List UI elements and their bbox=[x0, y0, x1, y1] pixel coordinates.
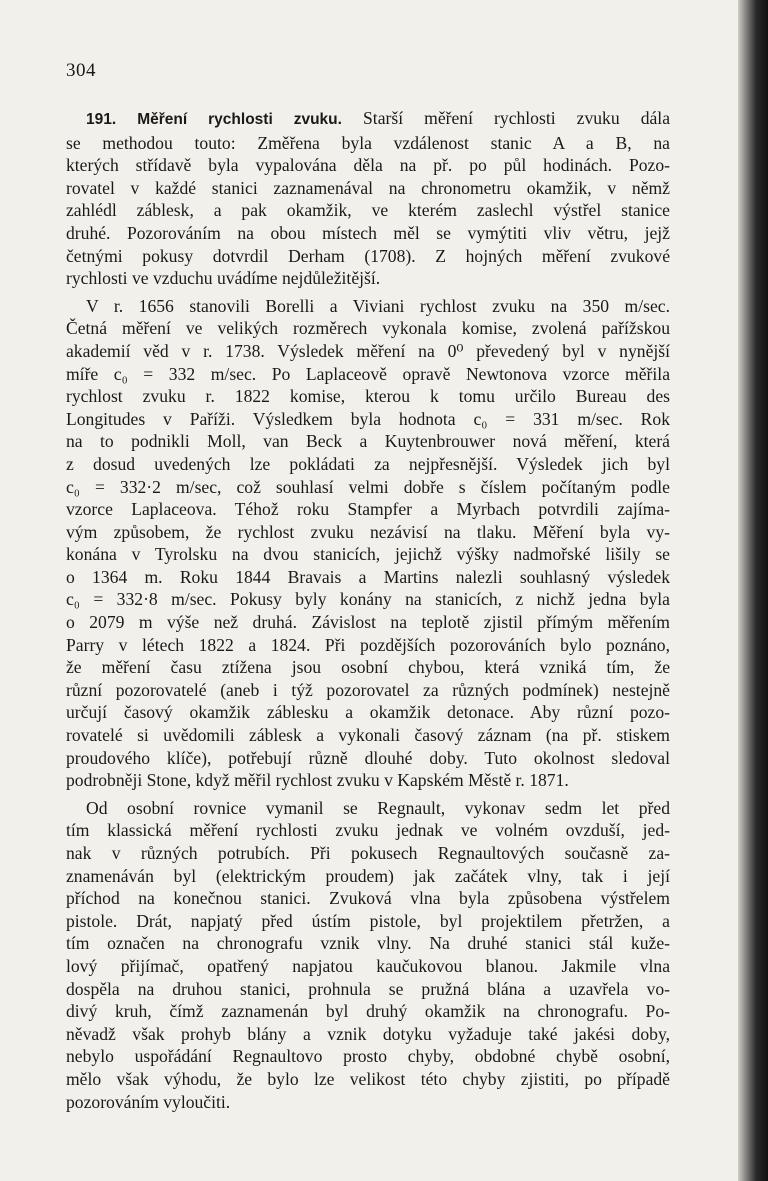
text-line: něvadž však prohyb blány a vznik dotyku vyžaduje také jakési doby, bbox=[66, 1023, 670, 1044]
text-line: tím označen na chronografu vznik vlny. Na druhé stanici stál kuže- bbox=[66, 933, 670, 954]
text-line: nak v různých potrubích. Při pokusech Regnaultových současně za- bbox=[66, 843, 670, 863]
text-line: podrobněji Stone, když měřil rychlost zvuku v Kapském Městě r. 1871. bbox=[66, 770, 569, 791]
text-line: četnými pokusy dotvrdil Derham (1708). Z hojných měření zvukové bbox=[66, 245, 670, 266]
text-line: vým způsobem, že rychlost zvuku nezávisí na tlaku. Měření byla vy- bbox=[66, 521, 670, 542]
text-line: určují časový okamžik záblesku a okamžik detonace. Aby různí pozo- bbox=[66, 702, 670, 723]
text-line: Od osobní rovnice vymanil se Regnault, vykonav sedm let před bbox=[86, 797, 670, 818]
text-line: rychlosti ve vzduchu uvádíme nejdůležitější. bbox=[66, 268, 381, 289]
text-line: rychlost zvuku r. 1822 komise, kterou k tomu určilo Bureau des bbox=[66, 386, 670, 407]
text-line: o 2079 m výše než druhá. Závislost na teplotě zjistil přímým měřením bbox=[66, 612, 670, 633]
text-line: znamenáván byl (elektrickým proudem) jak začátek vlny, tak i její bbox=[66, 865, 670, 886]
text-line: c₀ = 332·8 m/sec. Pokusy byly konány na stanicích, z nichž jedna byla bbox=[66, 589, 670, 610]
page-number: 304 bbox=[66, 60, 96, 81]
text-line-content: Starší měření rychlosti zvuku dála bbox=[363, 108, 670, 128]
paragraph-3 bbox=[66, 797, 670, 1113]
text-line: o 1364 m. Roku 1844 Bravais a Martins nalezli souhlasný výsledek bbox=[66, 566, 670, 587]
text-line: tím klassická měření rychlosti zvuku jednak ve volném ovzduší, jed- bbox=[66, 820, 670, 841]
text-line: druhé. Pozorováním na obou místech měl se vymýtiti vliv větru, jejž bbox=[66, 222, 670, 243]
text-line: akademií věd v r. 1738. Výsledek měření na 0⁰ převedený byl v nynější bbox=[66, 340, 670, 361]
paragraph-2 bbox=[66, 295, 670, 792]
text-line bbox=[66, 107, 670, 132]
text-line: Četná měření ve velikých rozměrech vykonala komise, zvolená pařížskou bbox=[66, 318, 670, 339]
text-line: Parry v létech 1822 a 1824. Při pozdějších pozorováních bylo poznáno, bbox=[66, 634, 670, 655]
text-line: kterých střídavě byla vypalována děla na př. po půl hodinách. Pozo- bbox=[66, 155, 670, 176]
text-line: rovatelé si uvědomili záblesk a vykonali časový záznam (na př. stiskem bbox=[66, 725, 670, 746]
page-text bbox=[66, 107, 670, 1118]
text-line: příchod na konečnou stanici. Zvuková vlna byla způsobena výstřelem bbox=[66, 888, 670, 909]
text-line: lový přijímač, opatřený napjatou kaučukovou blanou. Jakmile vlna bbox=[66, 955, 670, 976]
text-line: vzorce Laplaceova. Téhož roku Stampfer a Myrbach potvrdili zajíma- bbox=[66, 499, 670, 520]
text-line: míře c₀ = 332 m/sec. Po Laplaceově opravě Newtonova vzorce měřila bbox=[66, 363, 670, 384]
text-line: rovatel v každé stanici zaznamenával na chronometru okamžik, v němž bbox=[66, 177, 670, 198]
paragraph-1 bbox=[66, 107, 670, 290]
text-line: že měření času ztížena jsou osobní chybou, která vzniká tím, že bbox=[66, 657, 670, 678]
section-number: 191. bbox=[86, 111, 117, 128]
text-line: Longitudes v Paříži. Výsledkem byla hodnota c₀ = 331 m/sec. Rok bbox=[66, 408, 670, 429]
text-line: pistole. Drát, napjatý před ústím pistole, byl projektilem přetržen, a bbox=[66, 910, 670, 931]
text-line: c₀ = 332·2 m/sec, což souhlasí velmi dobře s číslem počítaným podle bbox=[66, 476, 670, 497]
text-line: proudového klíče), potřebují různě dlouhé doby. Tuto okolnost sledoval bbox=[66, 747, 670, 768]
text-line: nebylo uspořádání Regnaultovo prosto chyby, obdobné chybě osobní, bbox=[66, 1046, 670, 1067]
text-line: V r. 1656 stanovili Borelli a Viviani rychlost zvuku na 350 m/sec. bbox=[86, 295, 670, 316]
text-line: se methodou touto: Změřena byla vzdálenost stanic A a B, na bbox=[66, 132, 670, 153]
text-line: dospěla na druhou stanici, prohnula se pružná blána a uzavřela vo- bbox=[66, 978, 670, 999]
text-line: divý kruh, čímž zaznamenán byl druhý okamžik na chronografu. Po- bbox=[66, 1001, 670, 1022]
text-line: zahlédl záblesk, a pak okamžik, ve kterém zaslechl výstřel stanice bbox=[66, 200, 670, 221]
text-line: na to podnikli Moll, van Beck a Kuytenbrouwer nová měření, která bbox=[66, 431, 670, 452]
text-line: pozorováním vyloučiti. bbox=[66, 1091, 231, 1112]
text-line: z dosud uvedených lze pokládati za nejpřesnější. Výsledek jich byl bbox=[66, 453, 670, 474]
text-line: mělo však výhodu, že bylo lze velikost této chyby zjistiti, po případě bbox=[66, 1068, 670, 1089]
text-line: různí pozorovatelé (aneb i týž pozorovatel za různých podmínek) nestejně bbox=[66, 679, 670, 700]
text-line: konána v Tyrolsku na dvou stanicích, jejichž výšky nadmořské lišily se bbox=[66, 544, 670, 565]
page-binding-edge bbox=[738, 0, 768, 1181]
section-title: Měření rychlosti zvuku. bbox=[137, 111, 342, 128]
